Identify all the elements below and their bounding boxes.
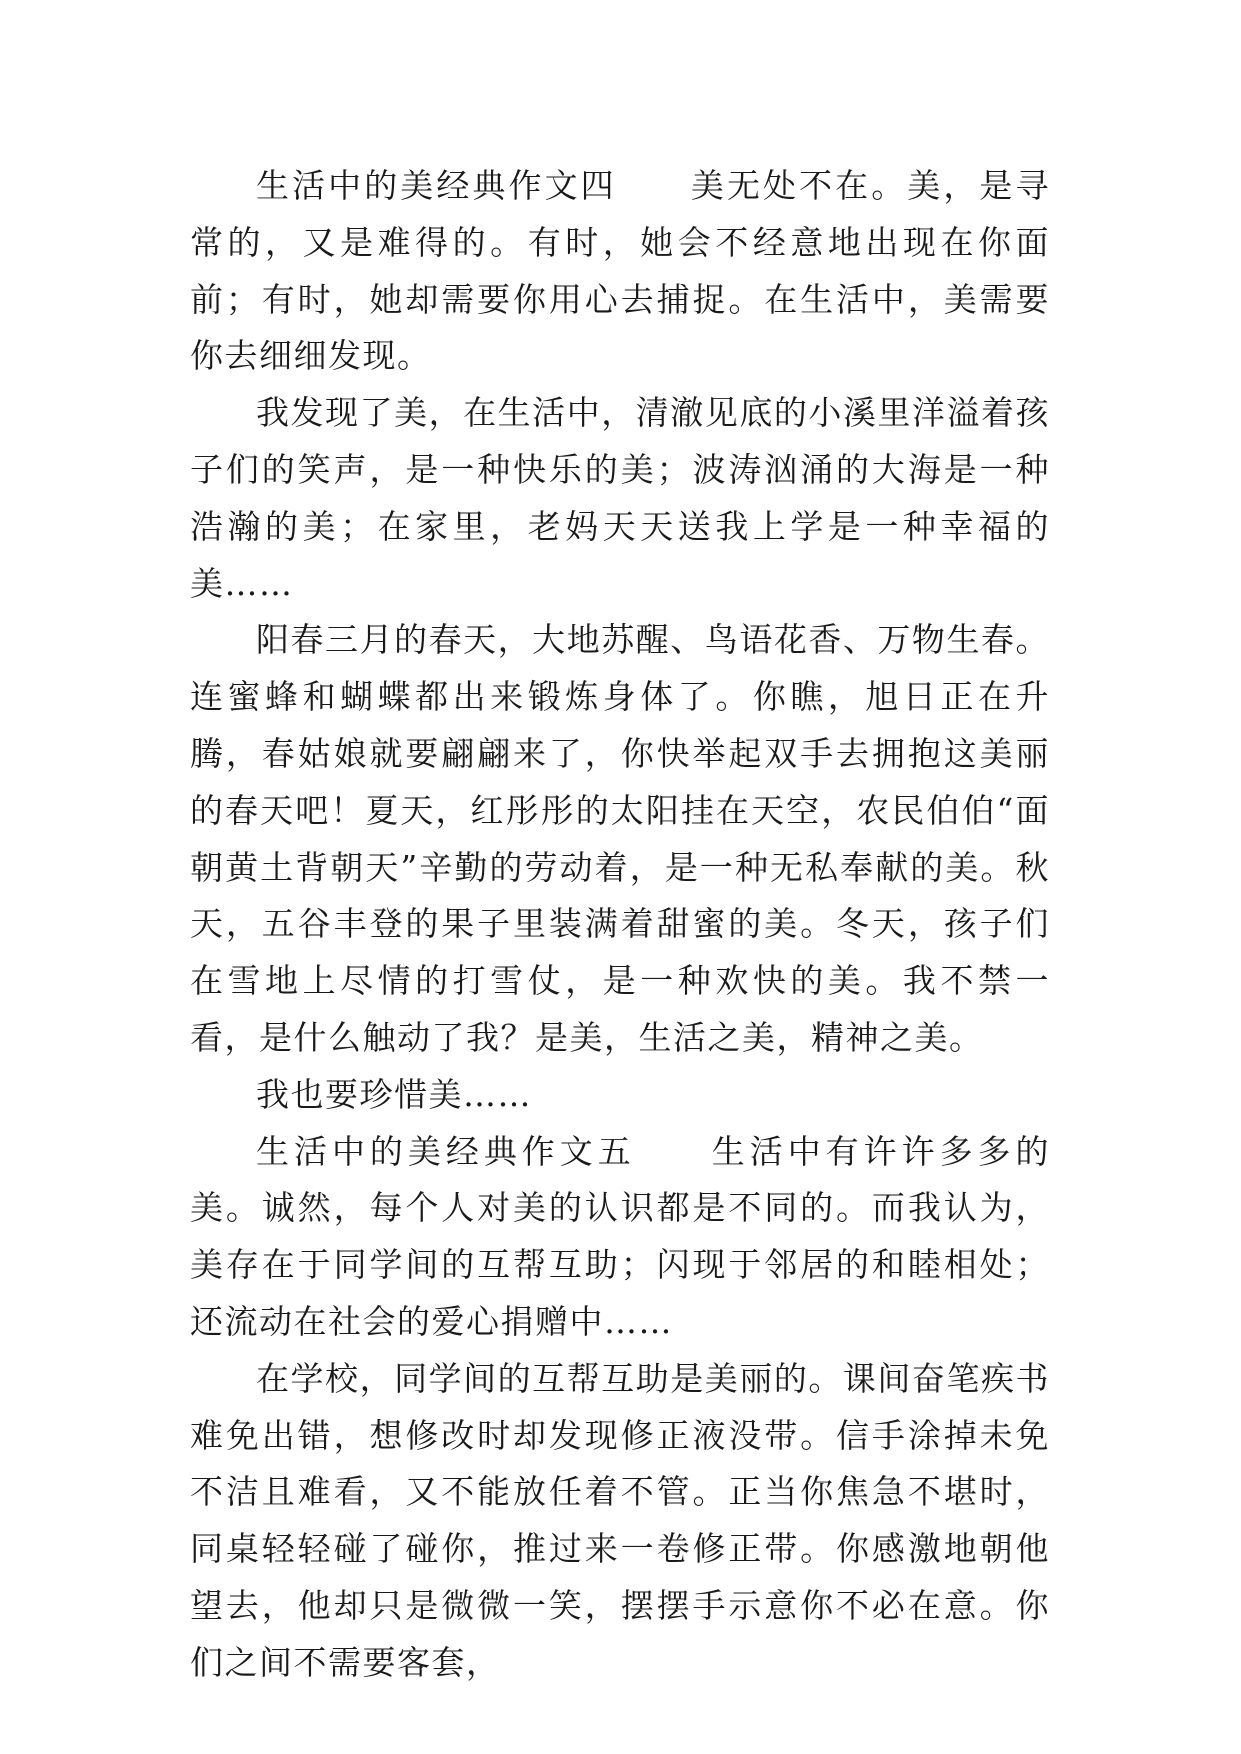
essay-heading: 生活中的美经典作文五 bbox=[256, 1131, 636, 1171]
paragraph-text: 阳春三月的春天，大地苏醒、鸟语花香、万物生春。连蜜蜂和蝴蝶都出来锻炼身体了。你瞧，旭日正在升腾，春姑娘就要翩翩来了，你快举起双手去拥抱这美丽的春天吧！夏天，红彤彤的太阳挂在天空，农民伯伯“面朝黄土背朝天”辛勤的劳动着，是一种无私奉献的美。秋天，五谷丰登的果子里装满着甜蜜的美。冬天，孩子们在雪地上尽情的打雪仗，是一种欢快的美。我不禁一看，是什么触动了我？是美，生活之美，精神之美。 bbox=[190, 620, 1050, 1057]
paragraph-text: 我也要珍惜美…… bbox=[256, 1074, 532, 1114]
paragraph-text: 在学校，同学间的互帮互助是美丽的。课间奋笔疾书难免出错，想修改时却发现修正液没带。信手涂掉未免不洁且难看，又不能放任着不管。正当你焦急不堪时，同桌轻轻碰了碰你，推过来一卷修正带。你感激地朝他望去，他却只是微微一笑，摆摆手示意你不必在意。你们之间不需要客套， bbox=[190, 1358, 1050, 1682]
paragraph bbox=[190, 1124, 1050, 1351]
paragraph-text: 我发现了美，在生活中，清澈见底的小溪里洋溢着孩子们的笑声，是一种快乐的美；波涛汹涌的大海是一种浩瀚的美；在家里，老妈天天送我上学是一种幸福的美…… bbox=[190, 393, 1050, 603]
paragraph bbox=[190, 158, 1050, 385]
paragraph-text: 美无处不在。美，是寻常的，又是难得的。有时，她会不经意地出现在你面前；有时，她却需要你用心去捕捉。在生活中，美需要你去细细发现。 bbox=[190, 166, 1050, 376]
article-body bbox=[190, 158, 1050, 1692]
essay-heading: 生活中的美经典作文四 bbox=[256, 166, 617, 205]
paragraph-text: 生活中有许许多多的美。诚然，每个人对美的认识都是不同的。而我认为，美存在于同学间的互帮互助；闪现于邻居的和睦相处；还流动在社会的爱心捐赠中…… bbox=[190, 1131, 1050, 1341]
paragraph bbox=[190, 1351, 1050, 1692]
paragraph bbox=[190, 1067, 1050, 1124]
paragraph bbox=[190, 385, 1050, 612]
paragraph bbox=[190, 612, 1050, 1066]
